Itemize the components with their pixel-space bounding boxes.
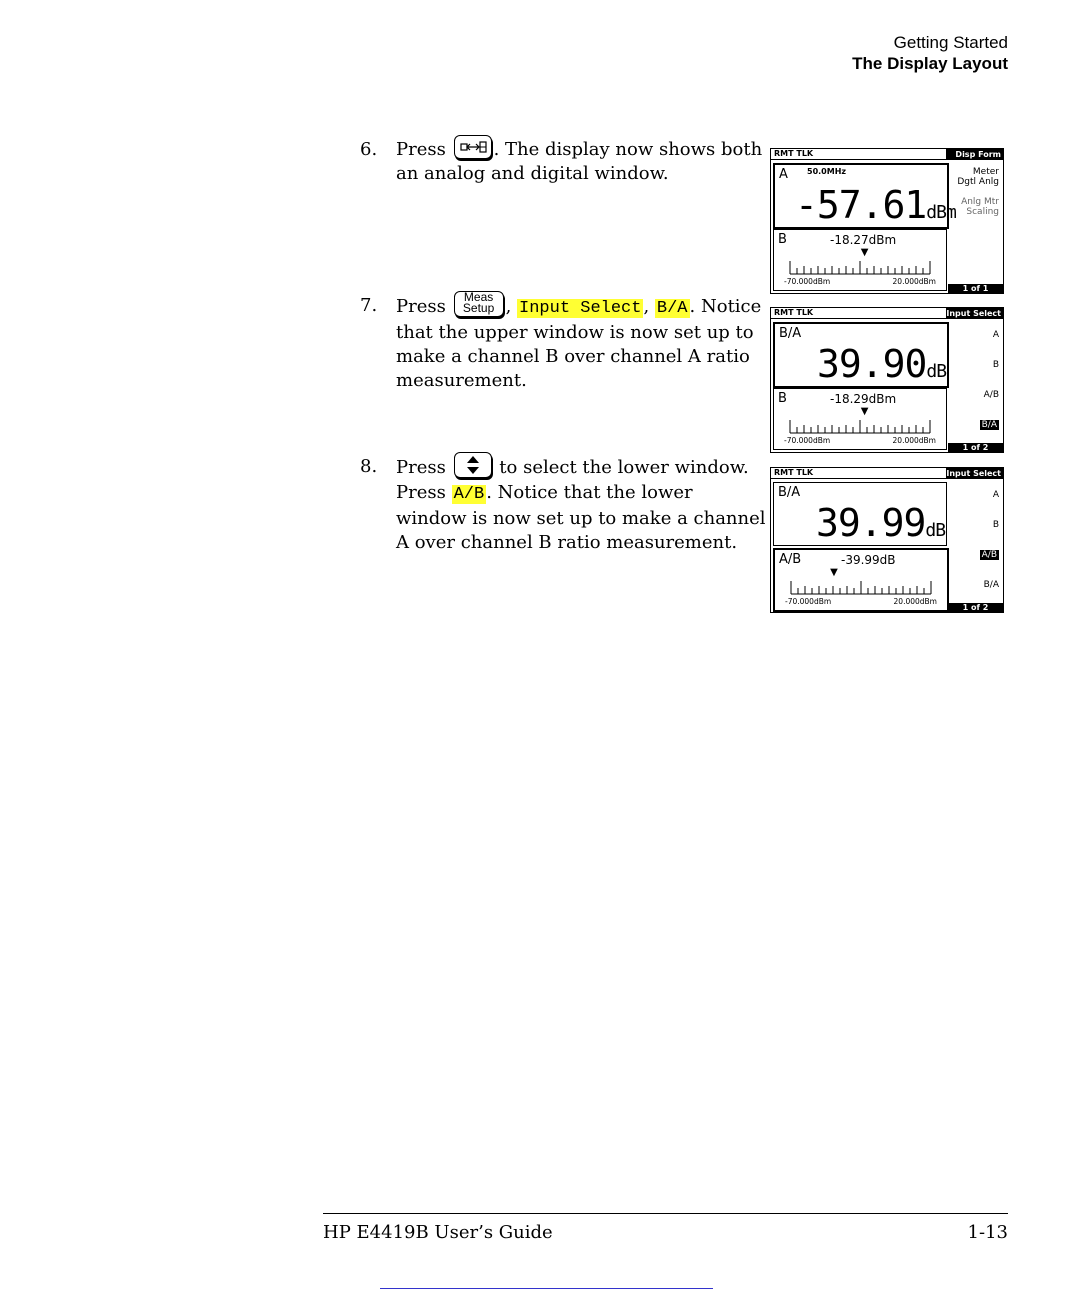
menu-item: Anlg Mtr [961,197,999,207]
channel-label: B [778,232,787,247]
analog-reading: -18.29dBm [830,392,897,406]
window-select-key[interactable] [454,452,492,478]
softkey-menu [948,480,1003,600]
menu-item-selected: Dgtl [957,177,977,187]
needle-marker: ▼ [860,406,869,417]
upper-window [773,163,956,229]
menu-item: B [992,520,999,530]
status-line: RMT TLK [771,149,949,160]
softkey-menu [948,161,1003,281]
scale-min: -70.000dBm [784,436,831,445]
display-screenshot-2 [770,307,1004,453]
scale-max: 20.000dBm [892,436,936,445]
step-number: 8. [360,456,378,477]
needle-marker: ▼ [860,247,869,258]
display-screenshot-1 [770,148,1004,294]
lower-window [773,548,949,612]
step-number: 6. [360,139,378,160]
digital-reading: -57.61dBm [795,183,956,227]
step-text: Press Meas Setup , Input Select , B/A . Notice that the upper window is now set up to make a channel B over channel A ratio measurement. [396,290,762,391]
menu-item: B/A [983,580,999,590]
analog-meter-scale [788,419,932,435]
scale-max: 20.000dBm [892,277,936,286]
meas-setup-key[interactable]: Meas Setup [454,291,504,317]
scale-max: 20.000dBm [893,597,937,606]
scale-min: -70.000dBm [785,597,832,606]
input-select-softkey[interactable]: Input Select [519,299,642,318]
needle-marker: ▼ [830,567,838,578]
footer-link-rule [380,1288,713,1289]
page-indicator: 1 of 2 [948,603,1003,612]
channel-label: B/A [779,326,802,341]
digital-reading: 39.99dB [816,501,946,545]
menu-title: Input Select [946,309,1001,318]
menu-item: Dgtl Anlg [957,177,999,187]
channel-label: B [778,391,787,406]
display-format-key[interactable] [454,135,492,159]
lower-window [773,229,947,291]
menu-title: Input Select [946,469,1001,478]
channel-label: A/B [779,552,802,567]
page-title: The Display Layout [852,54,1008,73]
step-text: Press . The display now shows both an analog and digital window. [396,138,766,186]
menu-item-selected: B/A [981,420,997,430]
upper-window [773,322,949,388]
page-header [852,32,1008,74]
menu-item: B [992,360,999,370]
up-down-arrow-icon [455,453,491,477]
b-over-a-softkey[interactable]: B/A [656,299,688,318]
frequency: 50.0MHz [807,167,847,176]
status-line: RMT TLK [771,308,949,319]
menu-item: A/B [983,390,999,400]
scale-min: -70.000dBm [784,277,831,286]
display-screenshot-3 [770,467,1004,613]
softkey-menu [948,320,1003,440]
step-text: Press to select the lower window. Press A/B . Notice that the lower window is now set up to make a channel A over channel B ratio measurement. [396,455,766,555]
analog-reading: -18.27dBm [830,233,897,247]
digital-reading: 39.90dB [817,342,947,386]
page-indicator: 1 of 2 [948,443,1003,452]
analog-meter-scale [789,580,933,596]
menu-item: Meter [972,167,999,177]
a-over-b-softkey[interactable]: A/B [453,485,485,504]
menu-title: Disp Form [946,149,1003,160]
channel-label: B/A [778,485,801,500]
step-number: 7. [360,295,378,316]
status-line: RMT TLK [771,468,949,479]
page-number: 1-13 [967,1222,1008,1243]
window-swap-icon [455,136,491,158]
menu-item: A [992,490,999,500]
upper-window [773,482,947,546]
menu-item: A [992,330,999,340]
guide-title: HP E4419B User’s Guide [323,1222,553,1243]
menu-item-selected: A/B [981,550,997,560]
page-footer [323,1213,1008,1243]
channel-label: A [779,167,788,182]
section-title: Getting Started [893,33,1008,52]
menu-item: Scaling [966,207,999,217]
lower-window [773,388,947,450]
page-indicator: 1 of 1 [948,284,1003,293]
analog-meter-scale [788,260,932,276]
analog-reading: -39.99dB [841,553,896,567]
